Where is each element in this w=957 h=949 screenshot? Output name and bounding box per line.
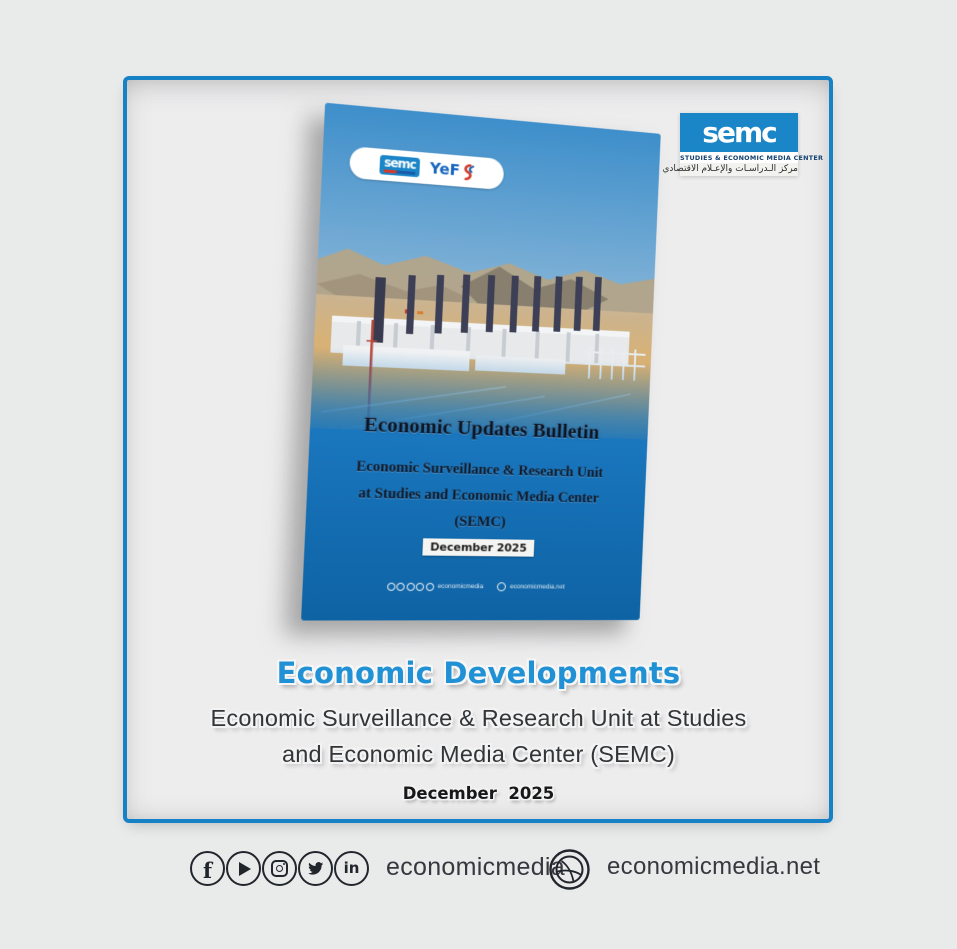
twitter-icon[interactable] bbox=[298, 851, 333, 886]
cover-yef-text: YeF bbox=[429, 158, 461, 180]
facebook-icon bbox=[387, 582, 396, 590]
website-ball-icon[interactable] bbox=[548, 848, 591, 896]
bulletin-cover-art bbox=[301, 103, 661, 621]
cover-subtitle-line1: Economic Surveillance & Research Unit bbox=[355, 458, 604, 482]
cover-footer-site: economicmedia.net bbox=[509, 583, 565, 591]
semc-arabic-line: مركز الـدراسـات والإعـلام الاقتصادي bbox=[662, 164, 798, 174]
semc-wordmark: semc bbox=[680, 113, 798, 152]
cover-social-icons bbox=[387, 582, 434, 590]
linkedin-icon bbox=[425, 582, 433, 590]
cover-yef-logo bbox=[429, 158, 475, 181]
social-handle: economicmedia bbox=[386, 853, 565, 881]
twitter-icon bbox=[416, 582, 424, 590]
page-title: Economic Developments bbox=[276, 656, 681, 690]
youtube-icon bbox=[396, 582, 405, 590]
cover-title: Economic Updates Bulletin bbox=[363, 413, 600, 444]
social-icon-row bbox=[190, 851, 369, 886]
cover-semc-logo bbox=[379, 155, 420, 178]
facebook-icon[interactable]: f bbox=[190, 851, 225, 886]
instagram-icon[interactable] bbox=[262, 851, 297, 886]
semc-logo bbox=[662, 113, 824, 176]
youtube-icon[interactable] bbox=[226, 851, 261, 886]
globe-icon bbox=[497, 582, 506, 591]
cover-semc-text: semc bbox=[383, 155, 417, 172]
caption-line2: and Economic Media Center (SEMC) bbox=[282, 741, 675, 767]
semc-english-line: STUDIES & ECONOMIC MEDIA CENTER bbox=[680, 154, 824, 162]
yef-flame-icon bbox=[461, 163, 476, 180]
cover-social-strip bbox=[302, 581, 641, 592]
bulletin-cover bbox=[301, 103, 661, 621]
caption-date: December 2025 bbox=[402, 784, 555, 803]
linkedin-icon[interactable]: in bbox=[334, 851, 369, 886]
footer-bar bbox=[0, 844, 957, 894]
cover-subtitle-line2: at Studies and Economic Media Center bbox=[358, 485, 600, 507]
cover-footer-handle: economicmedia bbox=[437, 582, 484, 591]
website-url: economicmedia.net bbox=[607, 853, 821, 880]
instagram-icon bbox=[406, 582, 415, 590]
caption-line1: Economic Surveillance & Research Unit at Studies bbox=[210, 705, 747, 731]
cover-date-badge: December 2025 bbox=[423, 538, 534, 556]
cover-subtitle-line3: (SEMC) bbox=[454, 513, 506, 531]
